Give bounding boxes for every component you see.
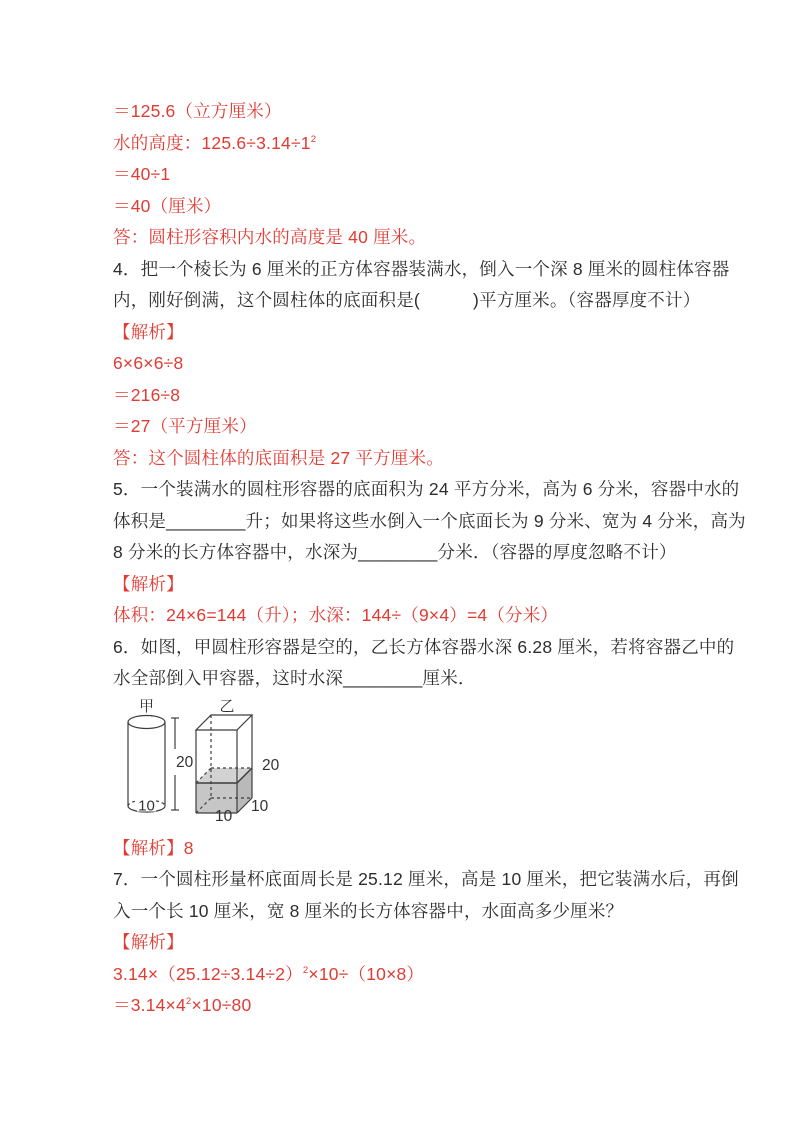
superscript-exponent: 2 xyxy=(310,133,317,145)
prism-height-label: 20 xyxy=(262,756,280,774)
line-text: ×10÷80 xyxy=(191,995,252,1015)
line-text: ＝40÷1 xyxy=(113,164,171,184)
doc-line xyxy=(113,506,746,538)
doc-line xyxy=(113,191,703,223)
doc-line xyxy=(113,632,735,664)
line-text: 5．一个装满水的圆柱形容器的底面积为 24 平方分米，高为 6 分米，容器中水的 xyxy=(113,479,740,499)
line-text: ＝216÷8 xyxy=(113,384,181,405)
line-text: 6×6×6÷8 xyxy=(113,353,184,373)
doc-line xyxy=(113,128,703,160)
doc-line xyxy=(113,348,703,380)
containers-figure xyxy=(118,698,703,831)
doc-line xyxy=(113,317,703,349)
line-text: 入一个长 10 厘米，宽 8 厘米的长方体容器中，水面高多少厘米？ xyxy=(113,900,624,921)
line-text: 水的高度：125.6÷3.14÷1 xyxy=(113,132,311,153)
line-text: 7．一个圆柱形量杯底面周长是 25.12 厘米，高是 10 厘米，把它装满水后，再倒 xyxy=(113,869,739,889)
doc-line xyxy=(113,600,703,632)
line-text: 答：圆柱形容积内水的高度是 40 厘米。 xyxy=(113,227,427,247)
doc-line xyxy=(113,864,739,896)
doc-line xyxy=(113,159,703,191)
doc-line xyxy=(113,96,703,128)
superscript-exponent: 2 xyxy=(302,964,309,976)
doc-line xyxy=(113,959,703,991)
doc-line xyxy=(113,411,703,443)
line-text: ＝27（平方厘米） xyxy=(113,416,257,436)
text-block-top xyxy=(113,96,746,695)
superscript-exponent: 2 xyxy=(185,996,192,1008)
doc-line xyxy=(113,569,703,601)
doc-line xyxy=(113,380,703,412)
line-text: 【解析】 xyxy=(113,321,184,342)
line-text: ×10÷（10×8） xyxy=(308,963,425,984)
doc-line xyxy=(113,537,703,569)
cylinder-prism-diagram xyxy=(118,698,293,831)
doc-line xyxy=(113,833,703,865)
doc-line xyxy=(113,927,703,959)
line-text: 答：这个圆柱体的底面积是 27 平方厘米。 xyxy=(113,447,444,468)
line-text: 水全部倒入甲容器，这时水深________厘米． xyxy=(113,668,476,688)
cylinder-label: 甲 xyxy=(138,697,155,715)
text-block-bottom xyxy=(113,833,739,1022)
line-text: 3.14×（25.12÷3.14÷2） xyxy=(113,963,303,984)
doc-line xyxy=(113,222,703,254)
doc-line xyxy=(113,285,703,317)
line-text: ＝3.14×4 xyxy=(113,995,186,1015)
line-text: 体积是________升；如果将这些水倒入一个底面长为 9 分米、宽为 4 分米，高为 xyxy=(113,510,746,531)
doc-line xyxy=(113,474,740,506)
line-text: 体积：24×6=144（升）；水深：144÷（9×4）=4（分米） xyxy=(113,605,559,625)
doc-line xyxy=(113,896,703,928)
doc-line xyxy=(113,443,703,475)
prism-width-label: 10 xyxy=(215,807,233,825)
doc-line xyxy=(113,990,703,1022)
line-text: ＝40（厘米） xyxy=(113,195,222,216)
doc-line xyxy=(113,663,703,695)
prism-depth-label: 10 xyxy=(251,797,269,815)
line-text: 内，刚好倒满，这个圆柱体的底面积是( )平方厘米。（容器厚度不计） xyxy=(113,290,701,310)
cylinder-diameter-label: 10 xyxy=(138,797,155,814)
line-text: ＝125.6（立方厘米） xyxy=(113,101,282,121)
line-text: 8 分米的长方体容器中，水深为________分米．（容器的厚度忽略不计） xyxy=(113,542,677,562)
line-text: 【解析】 xyxy=(113,573,184,594)
prism-label: 乙 xyxy=(219,697,235,715)
line-text: 4．把一个棱长为 6 厘米的正方体容器装满水，倒入一个深 8 厘米的圆柱体容器 xyxy=(113,258,730,279)
cylinder-height-label: 20 xyxy=(176,753,194,771)
line-text: 【解析】 xyxy=(113,932,184,952)
line-text: 6．如图，甲圆柱形容器是空的，乙长方体容器水深 6.28 厘米，若将容器乙中的 xyxy=(113,636,735,657)
doc-line xyxy=(113,254,730,286)
line-text: 【解析】8 xyxy=(113,837,194,858)
